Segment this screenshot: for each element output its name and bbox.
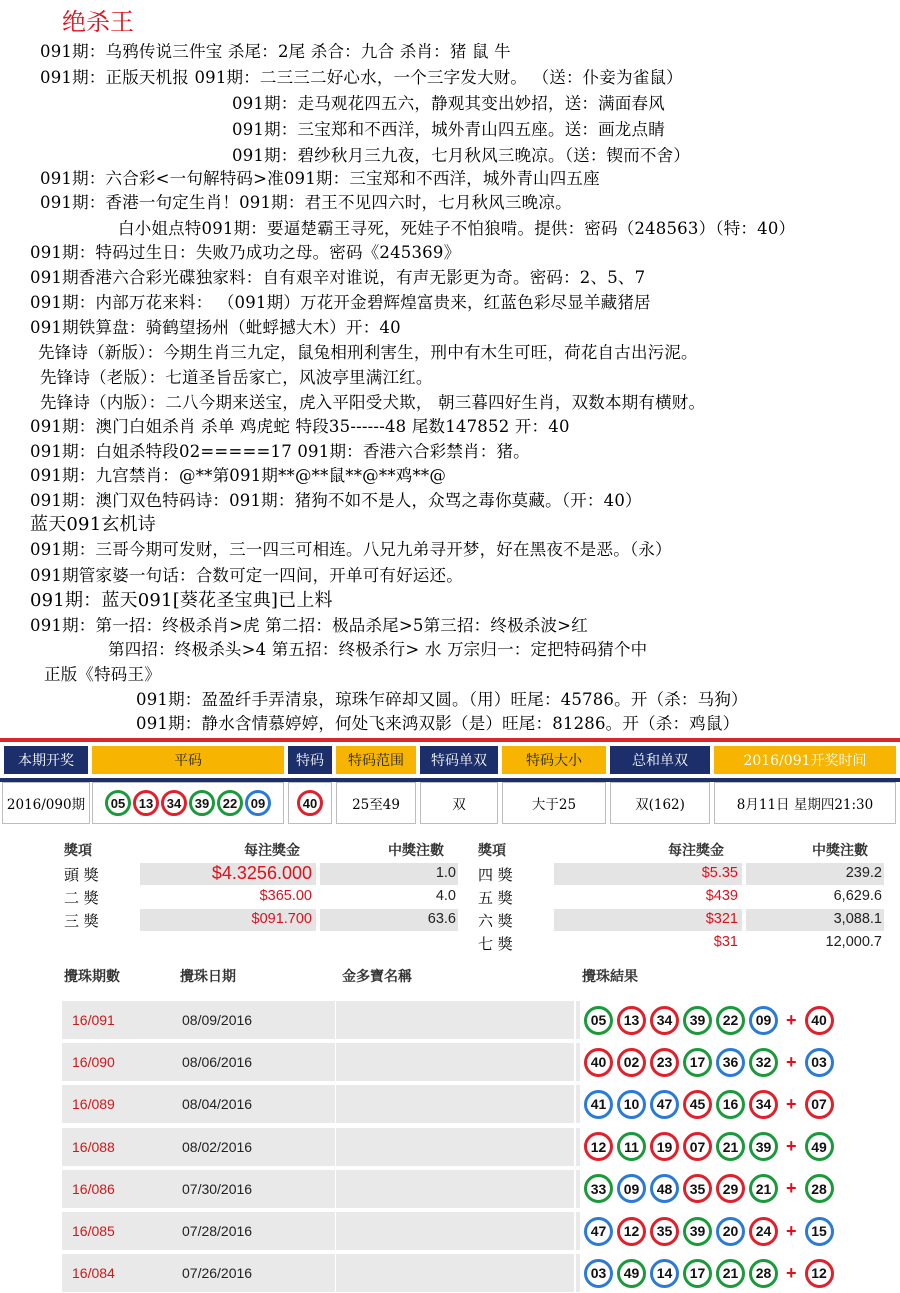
column-divider (335, 1212, 336, 1250)
history-header-date: 攪珠日期 (180, 969, 236, 985)
sum-odd-even: 双(162) (610, 782, 710, 824)
history-row (62, 1128, 884, 1166)
number-ball: 14 (650, 1259, 679, 1288)
text-line: 091期：第一招：终极杀肖>虎 第二招：极品杀尾>5第三招：终极杀波>红 (30, 616, 588, 635)
prize-count: 239.2 (845, 865, 882, 881)
plus-sign: + (786, 1178, 797, 1199)
history-date: 08/06/2016 (182, 1054, 253, 1071)
prize-amount: $5.35 (701, 865, 738, 881)
history-row (62, 1001, 884, 1039)
number-ball: 47 (650, 1090, 679, 1119)
next-draw-time: 8月11日 星期四21:30 (714, 782, 896, 824)
column-divider (335, 1254, 336, 1292)
prize-amount: $439 (705, 888, 738, 904)
column-divider (574, 1128, 576, 1166)
number-ball: 07 (683, 1132, 712, 1161)
number-ball: 49 (805, 1132, 834, 1161)
column-divider (574, 1170, 576, 1208)
prize-amount: $091.700 (251, 911, 312, 927)
history-result-balls (580, 1001, 884, 1039)
number-ball: 49 (617, 1259, 646, 1288)
plus-sign: + (786, 1009, 797, 1030)
number-ball: 21 (716, 1132, 745, 1161)
number-ball: 28 (749, 1259, 778, 1288)
history-row (62, 1085, 884, 1123)
prize-name: 五 獎 (478, 889, 513, 907)
number-ball: 40 (297, 790, 323, 816)
number-ball: 32 (749, 1048, 778, 1077)
text-line: 091期：碧纱秋月三九夜，七月秋风三晚凉。（送：锲而不舍） (232, 146, 691, 165)
history-row (62, 1212, 884, 1250)
prize-count: 1.0 (435, 865, 456, 881)
history-result-balls (580, 1212, 884, 1250)
prize-name: 頭 獎 (64, 866, 99, 884)
prize-header-amount-right: 每注獎金 (668, 843, 724, 859)
number-ball: 17 (683, 1259, 712, 1288)
text-line: 091期：蓝天091[葵花圣宝典]已上料 (30, 590, 333, 611)
prize-count: 6,629.6 (833, 888, 882, 904)
header-special-number: 特码 (288, 746, 332, 774)
prize-row (62, 886, 458, 908)
history-date: 08/02/2016 (182, 1138, 253, 1155)
prize-header-name-left: 獎項 (64, 843, 92, 859)
prize-count: 63.6 (427, 911, 456, 927)
text-line: 091期：静水含情慕婷婷，何处飞来鸿双影（是）旺尾：81286。开（杀：鸡鼠） (136, 714, 740, 733)
special-ball-cell (288, 782, 332, 824)
number-ball: 12 (617, 1217, 646, 1246)
prize-name: 三 獎 (64, 912, 99, 930)
column-divider (574, 1085, 576, 1123)
column-divider (574, 1043, 576, 1081)
prize-header-name-right: 獎項 (478, 843, 506, 859)
number-ball: 35 (650, 1217, 679, 1246)
number-ball: 02 (617, 1048, 646, 1077)
special-range: 25至49 (336, 782, 416, 824)
history-result-balls (580, 1170, 884, 1208)
number-ball: 16 (716, 1090, 745, 1119)
draw-period: 2016/090期 (2, 782, 90, 824)
number-ball: 40 (584, 1048, 613, 1077)
history-period: 16/090 (72, 1054, 115, 1071)
history-date: 08/09/2016 (182, 1012, 253, 1028)
number-ball: 35 (683, 1174, 712, 1203)
plus-sign: + (786, 1093, 797, 1114)
number-ball: 12 (805, 1259, 834, 1288)
prize-table (0, 836, 900, 956)
history-period: 16/088 (72, 1138, 115, 1155)
number-ball: 09 (617, 1174, 646, 1203)
text-line: 091期铁算盘：骑鹤望扬州（蚍蜉撼大木）开：40 (30, 318, 401, 337)
text-line: 091期管家婆一句话：合数可定一四间，开单可有好运还。 (30, 566, 463, 585)
text-line: 091期：澳门双色特码诗：091期：猪狗不如不是人，众骂之毒你莫藏。（开：40） (30, 491, 642, 510)
history-period: 16/086 (72, 1180, 115, 1197)
number-ball: 22 (217, 790, 243, 816)
history-period: 16/084 (72, 1265, 115, 1282)
history-row (62, 1254, 884, 1292)
history-result-balls (580, 1085, 884, 1123)
number-ball: 21 (749, 1174, 778, 1203)
number-ball: 09 (245, 790, 271, 816)
number-ball: 03 (584, 1259, 613, 1288)
text-line: 先锋诗（老版）：七道圣旨岳家亡，风波亭里满江红。 (40, 368, 433, 387)
column-divider (574, 1001, 576, 1039)
number-ball: 19 (650, 1132, 679, 1161)
prize-name: 四 獎 (478, 866, 513, 884)
column-divider (574, 1254, 576, 1292)
prize-name: 七 獎 (478, 935, 513, 953)
history-period: 16/089 (72, 1096, 115, 1113)
number-ball: 07 (805, 1090, 834, 1119)
text-line: 091期：九宫禁肖：@**第091期**@**鼠**@**鸡**@ (30, 466, 447, 485)
number-ball: 05 (105, 790, 131, 816)
number-ball: 29 (716, 1174, 745, 1203)
number-ball: 36 (716, 1048, 745, 1077)
number-ball: 21 (716, 1259, 745, 1288)
prize-row (476, 863, 884, 885)
prize-row (476, 932, 884, 954)
plus-sign: + (786, 1051, 797, 1072)
prize-count: 12,000.7 (825, 934, 882, 950)
number-ball: 28 (805, 1174, 834, 1203)
prize-row (476, 909, 884, 931)
number-ball: 13 (617, 1006, 646, 1035)
plus-sign: + (786, 1136, 797, 1157)
number-ball: 23 (650, 1048, 679, 1077)
text-line: 091期：乌鸦传说三件宝 杀尾：2尾 杀合：九合 杀肖：猪 鼠 牛 (40, 42, 511, 61)
prize-amount: $321 (705, 911, 738, 927)
header-special-size: 特码大小 (502, 746, 606, 774)
number-ball: 11 (617, 1132, 646, 1161)
prize-count: 3,088.1 (833, 911, 882, 927)
history-result-balls (580, 1128, 884, 1166)
column-divider (335, 1085, 336, 1123)
number-ball: 39 (683, 1217, 712, 1246)
prize-header-count-left: 中獎注數 (388, 843, 444, 859)
special-odd-even: 双 (420, 782, 498, 824)
header-next-draw-time: 2016/091开奖时间 (714, 746, 896, 774)
text-line: 蓝天091玄机诗 (30, 514, 156, 535)
text-line: 091期：三哥今期可发财，三一四三可相连。八兄九弟寻开梦，好在黑夜不是恶。（永） (30, 540, 672, 559)
number-ball: 39 (683, 1006, 712, 1035)
column-divider (335, 1001, 336, 1039)
number-ball: 33 (584, 1174, 613, 1203)
number-ball: 39 (749, 1132, 778, 1161)
text-line: 091期：香港一句定生肖！091期：君王不见四六时，七月秋风三晚凉。 (40, 193, 572, 212)
number-ball: 13 (133, 790, 159, 816)
number-ball: 34 (749, 1090, 778, 1119)
history-date: 07/30/2016 (182, 1180, 253, 1197)
text-line: 091期：走马观花四五六，静观其变出妙招，送：满面春风 (232, 94, 665, 113)
number-ball: 20 (716, 1217, 745, 1246)
history-row (62, 1170, 884, 1208)
history-period: 16/091 (72, 1012, 115, 1028)
draw-result-table (0, 742, 900, 828)
number-ball: 39 (189, 790, 215, 816)
history-header-name: 金多寶名稱 (342, 969, 412, 985)
special-size: 大于25 (502, 782, 606, 824)
prize-name: 六 獎 (478, 912, 513, 930)
header-special-odd-even: 特码单双 (420, 746, 498, 774)
number-ball: 34 (161, 790, 187, 816)
number-ball: 05 (584, 1006, 613, 1035)
history-result-balls (580, 1043, 884, 1081)
number-ball: 48 (650, 1174, 679, 1203)
text-line: 091期：盈盈纤手弄清泉，琼珠乍碎却又圆。（用）旺尾：45786。开（杀：马狗） (136, 690, 748, 709)
prize-amount: $31 (713, 934, 738, 950)
number-ball: 24 (749, 1217, 778, 1246)
number-ball: 15 (805, 1217, 834, 1246)
text-line: 091期：六合彩<一句解特码>准091期：三宝郑和不西洋，城外青山四五座 (40, 169, 600, 188)
column-divider (574, 1212, 576, 1250)
number-ball: 22 (716, 1006, 745, 1035)
prize-name: 二 獎 (64, 889, 99, 907)
prize-amount: $365.00 (259, 888, 312, 904)
text-line: 091期：三宝郑和不西洋，城外青山四五座。送：画龙点睛 (232, 120, 665, 139)
page-title: 绝杀王 (62, 8, 134, 36)
text-line: 091期：正版天机报 091期：二三三二好心水，一个三字发大财。 （送：仆妾为雀鼠） (40, 68, 683, 87)
prize-header-amount-left: 每注獎金 (244, 843, 300, 859)
text-line: 第四招：终极杀头>4 第五招：终极杀行> 水 万宗归一：定把特码猜个中 (108, 640, 648, 659)
prize-row (62, 909, 458, 931)
number-ball: 09 (749, 1006, 778, 1035)
history-date: 08/04/2016 (182, 1096, 253, 1113)
text-line: 正版《特码王》 (44, 665, 161, 684)
prize-count: 4.0 (435, 888, 456, 904)
text-line: 白小姐点特091期：要逼楚霸王寻死，死娃子不怕狼啃。提供：密码（248563）（特：40） (118, 219, 796, 238)
header-special-range: 特码范围 (336, 746, 416, 774)
number-ball: 34 (650, 1006, 679, 1035)
normal-balls (92, 782, 284, 824)
number-ball: 45 (683, 1090, 712, 1119)
history-result-balls (580, 1254, 884, 1292)
number-ball: 03 (805, 1048, 834, 1077)
history-period: 16/085 (72, 1223, 115, 1239)
column-divider (335, 1128, 336, 1166)
text-line: 先锋诗（内版）：二八今期来送宝，虎入平阳受犬欺， 朝三暮四好生肖，双数本期有横财。 (40, 393, 706, 412)
number-ball: 40 (805, 1006, 834, 1035)
number-ball: 17 (683, 1048, 712, 1077)
column-divider (335, 1043, 336, 1081)
text-line: 091期：白姐杀特段02=====17 091期：香港六合彩禁肖：猪。 (30, 442, 530, 461)
plus-sign: + (786, 1262, 797, 1283)
header-current-draw: 本期开奖 (4, 746, 88, 774)
text-line: 091期：特码过生日：失败乃成功之母。密码《245369》 (30, 243, 461, 262)
number-ball: 41 (584, 1090, 613, 1119)
prize-header-count-right: 中獎注數 (812, 843, 868, 859)
plus-sign: + (786, 1220, 797, 1241)
column-divider (335, 1170, 336, 1208)
text-line: 091期：内部万花来料： （091期）万花开金碧辉煌富贵来，红蓝色彩尽显羊藏猪居 (30, 293, 651, 312)
prize-amount: $4.3256.000 (211, 863, 312, 883)
header-normal-numbers: 平码 (92, 746, 284, 774)
number-ball: 47 (584, 1217, 613, 1246)
text-line: 先锋诗（新版）：今期生肖三九定，鼠兔相刑利害生，刑中有木生可旺，荷花自古出污泥。 (38, 343, 698, 362)
history-header-result: 攪珠結果 (582, 969, 638, 985)
history-header-period: 攪珠期數 (64, 969, 120, 985)
prize-row (476, 886, 884, 908)
header-sum-odd-even: 总和单双 (610, 746, 710, 774)
history-row (62, 1043, 884, 1081)
history-date: 07/26/2016 (182, 1265, 253, 1282)
number-ball: 10 (617, 1090, 646, 1119)
text-line: 091期：澳门白姐杀肖 杀单 鸡虎蛇 特段35------48 尾数147852 开：40 (30, 417, 570, 436)
prize-row (62, 863, 458, 885)
history-date: 07/28/2016 (182, 1223, 253, 1239)
number-ball: 12 (584, 1132, 613, 1161)
text-line: 091期香港六合彩光碟独家料：自有艰辛对谁说，有声无影更为奇。密码：2、5、7 (30, 268, 646, 287)
